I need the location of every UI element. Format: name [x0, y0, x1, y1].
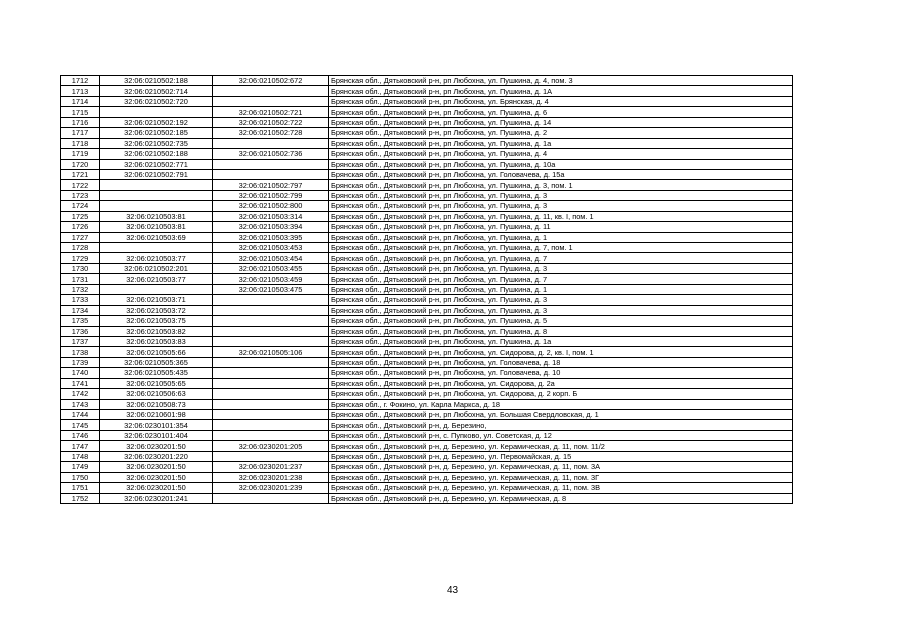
- row-number-cell: 1722: [61, 180, 100, 190]
- table-row: [61, 347, 793, 357]
- table-row: [61, 253, 793, 263]
- table-row: [61, 316, 793, 326]
- table-row: [61, 138, 793, 148]
- address-cell: Брянская обл., Дятьковский р-н, д. Березино, ул. Керамическая, д. 11, пом. 3В: [329, 483, 793, 493]
- row-number-cell: 1728: [61, 243, 100, 253]
- row-number-cell: 1731: [61, 274, 100, 284]
- row-number-cell: 1746: [61, 430, 100, 440]
- object-cadastral-number-cell: 32:06:0210503:394: [213, 222, 329, 232]
- row-number-cell: 1729: [61, 253, 100, 263]
- address-cell: Брянская обл., Дятьковский р-н, рп Любохна, ул. Пушкина, д. 5: [329, 316, 793, 326]
- cadastral-number-cell: [100, 243, 213, 253]
- cadastral-number-cell: 32:06:0210503:81: [100, 211, 213, 221]
- table-row: [61, 274, 793, 284]
- object-cadastral-number-cell: [213, 305, 329, 315]
- row-number-cell: 1743: [61, 399, 100, 409]
- table-row: [61, 326, 793, 336]
- row-number-cell: 1735: [61, 316, 100, 326]
- object-cadastral-number-cell: 32:06:0230201:237: [213, 462, 329, 472]
- address-cell: Брянская обл., Дятьковский р-н, д. Березино, ул. Первомайская, д. 15: [329, 451, 793, 461]
- cadastral-number-cell: 32:06:0210505:66: [100, 347, 213, 357]
- object-cadastral-number-cell: 32:06:0210503:395: [213, 232, 329, 242]
- cadastral-number-cell: [100, 180, 213, 190]
- address-cell: Брянская обл., Дятьковский р-н, рп Любохна, ул. Большая Свердловская, д. 1: [329, 410, 793, 420]
- row-number-cell: 1725: [61, 211, 100, 221]
- row-number-cell: 1736: [61, 326, 100, 336]
- row-number-cell: 1720: [61, 159, 100, 169]
- object-cadastral-number-cell: 32:06:0210502:800: [213, 201, 329, 211]
- address-cell: Брянская обл., Дятьковский р-н, рп Любохна, ул. Пушкина, д. 4: [329, 149, 793, 159]
- row-number-cell: 1749: [61, 462, 100, 472]
- object-cadastral-number-cell: 32:06:0210502:728: [213, 128, 329, 138]
- row-number-cell: 1738: [61, 347, 100, 357]
- object-cadastral-number-cell: 32:06:0210502:722: [213, 117, 329, 127]
- address-cell: Брянская обл., Дятьковский р-н, рп Любохна, ул. Пушкина, д. 3: [329, 295, 793, 305]
- row-number-cell: 1748: [61, 451, 100, 461]
- object-cadastral-number-cell: 32:06:0230201:239: [213, 483, 329, 493]
- address-cell: Брянская обл., Дятьковский р-н, рп Любохна, ул. Сидорова, д. 2 корп. Б: [329, 389, 793, 399]
- cadastral-number-cell: 32:06:0210503:69: [100, 232, 213, 242]
- cadastral-number-cell: 32:06:0210503:72: [100, 305, 213, 315]
- address-cell: Брянская обл., Дятьковский р-н, рп Любохна, ул. Пушкина, д. 3, пом. 1: [329, 180, 793, 190]
- object-cadastral-number-cell: [213, 368, 329, 378]
- table-row: [61, 149, 793, 159]
- address-cell: Брянская обл., Дятьковский р-н, рп Любохна, ул. Пушкина, д. 14: [329, 117, 793, 127]
- table-body: [61, 76, 793, 504]
- address-cell: Брянская обл., Дятьковский р-н, рп Любохна, ул. Головачева, д. 15а: [329, 169, 793, 179]
- object-cadastral-number-cell: 32:06:0210503:314: [213, 211, 329, 221]
- table-row: [61, 76, 793, 86]
- table-row: [61, 117, 793, 127]
- object-cadastral-number-cell: 32:06:0210502:721: [213, 107, 329, 117]
- address-cell: Брянская обл., Дятьковский р-н, рп Любохна, ул. Брянская, д. 4: [329, 96, 793, 106]
- object-cadastral-number-cell: 32:06:0210503:454: [213, 253, 329, 263]
- object-cadastral-number-cell: [213, 138, 329, 148]
- table-row: [61, 201, 793, 211]
- cadastral-number-cell: 32:06:0210503:71: [100, 295, 213, 305]
- object-cadastral-number-cell: [213, 493, 329, 503]
- row-number-cell: 1751: [61, 483, 100, 493]
- cadastral-number-cell: 32:06:0230201:50: [100, 472, 213, 482]
- row-number-cell: 1737: [61, 336, 100, 346]
- cadastral-number-cell: 32:06:0210505:435: [100, 368, 213, 378]
- row-number-cell: 1726: [61, 222, 100, 232]
- row-number-cell: 1727: [61, 232, 100, 242]
- address-cell: Брянская обл., Дятьковский р-н, д. Березино, ул. Керамическая, д. 11, пом. 3А: [329, 462, 793, 472]
- table-row: [61, 336, 793, 346]
- row-number-cell: 1723: [61, 190, 100, 200]
- cadastral-number-cell: 32:06:0230201:241: [100, 493, 213, 503]
- row-number-cell: 1741: [61, 378, 100, 388]
- address-cell: Брянская обл., Дятьковский р-н, с. Пупково, ул. Советская, д. 12: [329, 430, 793, 440]
- row-number-cell: 1733: [61, 295, 100, 305]
- cadastral-number-cell: 32:06:0210506:63: [100, 389, 213, 399]
- row-number-cell: 1713: [61, 86, 100, 96]
- row-number-cell: 1715: [61, 107, 100, 117]
- table-row: [61, 86, 793, 96]
- property-register-table: [60, 75, 793, 504]
- address-cell: Брянская обл., Дятьковский р-н, рп Любохна, ул. Пушкина, д. 4, пом. 3: [329, 76, 793, 86]
- object-cadastral-number-cell: 32:06:0210502:799: [213, 190, 329, 200]
- object-cadastral-number-cell: 32:06:0210503:455: [213, 263, 329, 273]
- object-cadastral-number-cell: [213, 336, 329, 346]
- row-number-cell: 1742: [61, 389, 100, 399]
- object-cadastral-number-cell: [213, 399, 329, 409]
- table-row: [61, 128, 793, 138]
- cadastral-number-cell: 32:06:0210508:73: [100, 399, 213, 409]
- row-number-cell: 1714: [61, 96, 100, 106]
- cadastral-number-cell: 32:06:0210502:714: [100, 86, 213, 96]
- table-row: [61, 493, 793, 503]
- cadastral-number-cell: [100, 201, 213, 211]
- cadastral-number-cell: 32:06:0210601:98: [100, 410, 213, 420]
- table-row: [61, 472, 793, 482]
- address-cell: Брянская обл., Дятьковский р-н, рп Любохна, ул. Пушкина, д. 1а: [329, 138, 793, 148]
- table-row: [61, 232, 793, 242]
- object-cadastral-number-cell: [213, 378, 329, 388]
- object-cadastral-number-cell: [213, 86, 329, 96]
- table-row: [61, 462, 793, 472]
- address-cell: Брянская обл., Дятьковский р-н, д. Березино,: [329, 420, 793, 430]
- row-number-cell: 1717: [61, 128, 100, 138]
- object-cadastral-number-cell: 32:06:0210503:475: [213, 284, 329, 294]
- object-cadastral-number-cell: [213, 410, 329, 420]
- table-row: [61, 243, 793, 253]
- cadastral-number-cell: 32:06:0210503:75: [100, 316, 213, 326]
- address-cell: Брянская обл., Дятьковский р-н, рп Любохна, ул. Пушкина, д. 3: [329, 201, 793, 211]
- cadastral-number-cell: 32:06:0210503:83: [100, 336, 213, 346]
- object-cadastral-number-cell: [213, 389, 329, 399]
- cadastral-number-cell: 32:06:0210502:188: [100, 149, 213, 159]
- row-number-cell: 1718: [61, 138, 100, 148]
- table-row: [61, 180, 793, 190]
- object-cadastral-number-cell: [213, 430, 329, 440]
- address-cell: Брянская обл., Дятьковский р-н, рп Любохна, ул. Сидорова, д. 2, кв. I, пом. 1: [329, 347, 793, 357]
- table-row: [61, 107, 793, 117]
- object-cadastral-number-cell: 32:06:0210502:736: [213, 149, 329, 159]
- row-number-cell: 1752: [61, 493, 100, 503]
- table-row: [61, 159, 793, 169]
- row-number-cell: 1719: [61, 149, 100, 159]
- table-row: [61, 222, 793, 232]
- cadastral-number-cell: 32:06:0230201:220: [100, 451, 213, 461]
- table-row: [61, 368, 793, 378]
- table-row: [61, 483, 793, 493]
- table-row: [61, 378, 793, 388]
- row-number-cell: 1734: [61, 305, 100, 315]
- cadastral-number-cell: 32:06:0210502:791: [100, 169, 213, 179]
- row-number-cell: 1747: [61, 441, 100, 451]
- cadastral-number-cell: 32:06:0210503:81: [100, 222, 213, 232]
- table-row: [61, 284, 793, 294]
- object-cadastral-number-cell: [213, 451, 329, 461]
- address-cell: Брянская обл., Дятьковский р-н, рп Любохна, ул. Головачева, д. 18: [329, 357, 793, 367]
- cadastral-number-cell: 32:06:0230201:50: [100, 483, 213, 493]
- address-cell: Брянская обл., Дятьковский р-н, рп Любохна, ул. Пушкина, д. 7, пом. 1: [329, 243, 793, 253]
- page-number: 43: [446, 585, 459, 596]
- cadastral-number-cell: 32:06:0210502:735: [100, 138, 213, 148]
- object-cadastral-number-cell: 32:06:0230201:238: [213, 472, 329, 482]
- address-cell: Брянская обл., Дятьковский р-н, рп Любохна, ул. Головачева, д. 10: [329, 368, 793, 378]
- row-number-cell: 1739: [61, 357, 100, 367]
- row-number-cell: 1744: [61, 410, 100, 420]
- row-number-cell: 1745: [61, 420, 100, 430]
- row-number-cell: 1740: [61, 368, 100, 378]
- row-number-cell: 1750: [61, 472, 100, 482]
- address-cell: Брянская обл., Дятьковский р-н, рп Любохна, ул. Пушкина, д. 11: [329, 222, 793, 232]
- table-row: [61, 420, 793, 430]
- table-row: [61, 211, 793, 221]
- cadastral-number-cell: 32:06:0230101:404: [100, 430, 213, 440]
- table-row: [61, 399, 793, 409]
- object-cadastral-number-cell: 32:06:0210503:459: [213, 274, 329, 284]
- address-cell: Брянская обл., г. Фокино, ул. Карла Маркса, д. 18: [329, 399, 793, 409]
- cadastral-number-cell: 32:06:0210502:192: [100, 117, 213, 127]
- cadastral-number-cell: 32:06:0230201:50: [100, 462, 213, 472]
- address-cell: Брянская обл., Дятьковский р-н, д. Березино, ул. Керамическая, д. 11, пом. 11/2: [329, 441, 793, 451]
- object-cadastral-number-cell: 32:06:0210502:672: [213, 76, 329, 86]
- address-cell: Брянская обл., Дятьковский р-н, рп Любохна, ул. Пушкина, д. 3: [329, 305, 793, 315]
- address-cell: Брянская обл., Дятьковский р-н, д. Березино, ул. Керамическая, д. 11, пом. 3Г: [329, 472, 793, 482]
- address-cell: Брянская обл., Дятьковский р-н, рп Любохна, ул. Пушкина, д. 3: [329, 190, 793, 200]
- cadastral-number-cell: 32:06:0210505:65: [100, 378, 213, 388]
- cadastral-number-cell: [100, 107, 213, 117]
- address-cell: Брянская обл., Дятьковский р-н, рп Любохна, ул. Пушкина, д. 6: [329, 107, 793, 117]
- cadastral-number-cell: 32:06:0210503:77: [100, 274, 213, 284]
- object-cadastral-number-cell: [213, 96, 329, 106]
- cadastral-number-cell: [100, 284, 213, 294]
- address-cell: Брянская обл., Дятьковский р-н, рп Любохна, ул. Пушкина, д. 10а: [329, 159, 793, 169]
- table-row: [61, 357, 793, 367]
- object-cadastral-number-cell: [213, 420, 329, 430]
- table-row: [61, 295, 793, 305]
- object-cadastral-number-cell: [213, 316, 329, 326]
- table-row: [61, 430, 793, 440]
- object-cadastral-number-cell: [213, 169, 329, 179]
- address-cell: Брянская обл., Дятьковский р-н, рп Любохна, ул. Пушкина, д. 11, кв. I, пом. 1: [329, 211, 793, 221]
- address-cell: Брянская обл., Дятьковский р-н, рп Любохна, ул. Пушкина, д. 1: [329, 284, 793, 294]
- cadastral-number-cell: 32:06:0230201:50: [100, 441, 213, 451]
- cadastral-number-cell: 32:06:0210505:365: [100, 357, 213, 367]
- table-row: [61, 451, 793, 461]
- cadastral-number-cell: 32:06:0210502:188: [100, 76, 213, 86]
- object-cadastral-number-cell: 32:06:0230201:205: [213, 441, 329, 451]
- table-row: [61, 263, 793, 273]
- address-cell: Брянская обл., Дятьковский р-н, рп Любохна, ул. Пушкина, д. 1А: [329, 86, 793, 96]
- object-cadastral-number-cell: [213, 295, 329, 305]
- row-number-cell: 1724: [61, 201, 100, 211]
- cadastral-number-cell: [100, 190, 213, 200]
- cadastral-number-cell: 32:06:0230101:354: [100, 420, 213, 430]
- object-cadastral-number-cell: 32:06:0210505:106: [213, 347, 329, 357]
- cadastral-number-cell: 32:06:0210502:201: [100, 263, 213, 273]
- address-cell: Брянская обл., Дятьковский р-н, д. Березино, ул. Керамическая, д. 8: [329, 493, 793, 503]
- address-cell: Брянская обл., Дятьковский р-н, рп Любохна, ул. Пушкина, д. 7: [329, 253, 793, 263]
- address-cell: Брянская обл., Дятьковский р-н, рп Любохна, ул. Сидорова, д. 2а: [329, 378, 793, 388]
- object-cadastral-number-cell: [213, 159, 329, 169]
- table-row: [61, 96, 793, 106]
- address-cell: Брянская обл., Дятьковский р-н, рп Любохна, ул. Пушкина, д. 2: [329, 128, 793, 138]
- row-number-cell: 1712: [61, 76, 100, 86]
- table-row: [61, 410, 793, 420]
- object-cadastral-number-cell: [213, 357, 329, 367]
- table-row: [61, 190, 793, 200]
- address-cell: Брянская обл., Дятьковский р-н, рп Любохна, ул. Пушкина, д. 1а: [329, 336, 793, 346]
- object-cadastral-number-cell: [213, 326, 329, 336]
- row-number-cell: 1732: [61, 284, 100, 294]
- cadastral-number-cell: 32:06:0210502:771: [100, 159, 213, 169]
- address-cell: Брянская обл., Дятьковский р-н, рп Любохна, ул. Пушкина, д. 7: [329, 274, 793, 284]
- table-row: [61, 305, 793, 315]
- address-cell: Брянская обл., Дятьковский р-н, рп Любохна, ул. Пушкина, д. 3: [329, 263, 793, 273]
- cadastral-number-cell: 32:06:0210502:720: [100, 96, 213, 106]
- table-row: [61, 169, 793, 179]
- address-cell: Брянская обл., Дятьковский р-н, рп Любохна, ул. Пушкина, д. 8: [329, 326, 793, 336]
- cadastral-number-cell: 32:06:0210503:82: [100, 326, 213, 336]
- row-number-cell: 1730: [61, 263, 100, 273]
- cadastral-number-cell: 32:06:0210502:185: [100, 128, 213, 138]
- table-row: [61, 441, 793, 451]
- row-number-cell: 1716: [61, 117, 100, 127]
- address-cell: Брянская обл., Дятьковский р-н, рп Любохна, ул. Пушкина, д. 1: [329, 232, 793, 242]
- row-number-cell: 1721: [61, 169, 100, 179]
- object-cadastral-number-cell: 32:06:0210502:797: [213, 180, 329, 190]
- object-cadastral-number-cell: 32:06:0210503:453: [213, 243, 329, 253]
- cadastral-number-cell: 32:06:0210503:77: [100, 253, 213, 263]
- table-row: [61, 389, 793, 399]
